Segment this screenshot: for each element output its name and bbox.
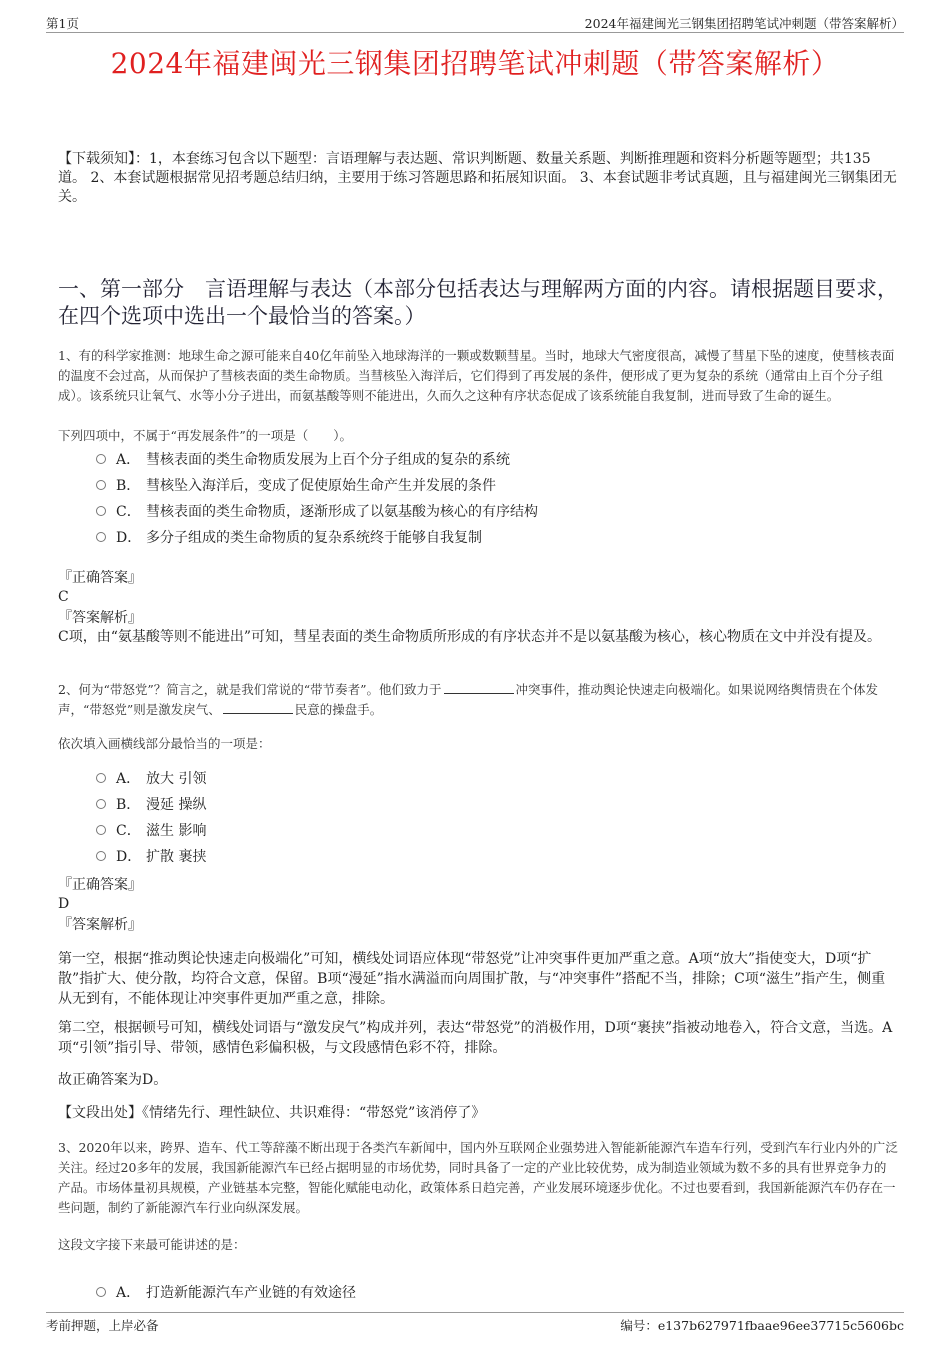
page-header bbox=[46, 14, 904, 33]
q2-option-d[interactable]: D． 扩散 裹挟 bbox=[96, 847, 206, 867]
q2-question: 依次填入画横线部分最恰当的一项是： bbox=[58, 736, 271, 751]
radio-icon[interactable] bbox=[96, 454, 106, 464]
q3-option-a[interactable]: A． 打造新能源汽车产业链的有效途径 bbox=[96, 1283, 356, 1303]
q1-option-b[interactable]: B． 彗核坠入海洋后，变成了促使原始生命产生并发展的条件 bbox=[96, 476, 496, 496]
q1-correct-label: 『正确答案』 bbox=[58, 570, 142, 586]
q2-answer: D bbox=[58, 896, 70, 912]
fill-blank-1 bbox=[444, 681, 514, 694]
q3-text: 3、2020年以来，跨界、造车、代工等辞藻不断出现于各类汽车新闻中，国内外互联网企业强势进入智能新能源汽车造车行列，受到汽车行业内外的广泛关注。经过20多年的发展，我国新能源汽车已经占据明显的市场优势，同时具备了一定的产业比较优势，成为制造业领域为数不多的具有世界竞争力的产品。市场体量初具规模，产业链基本完整，智能化赋能电动化，政策体系日趋完善，产业发展环境逐步优化。不过也要看到，我国新能源汽车仍存在一些问题，制约了新能源汽车行业向纵深发展。 bbox=[58, 1140, 898, 1215]
download-notice: 【下载须知】：1，本套练习包含以下题型：言语理解与表达题、常识判断题、数量关系题、判断推理题和资料分析题等题型；共135道。 2、本套试题根据常见招考题总结归纳，主要用于练习答题思路和拓展知识面。 3、本套试题非考试真题，且与福建闽光三钢集团无关。 bbox=[58, 151, 897, 205]
radio-icon[interactable] bbox=[96, 851, 106, 861]
radio-icon[interactable] bbox=[96, 773, 106, 783]
q1-analysis: C项，由“氨基酸等则不能进出”可知，彗星表面的类生命物质所形成的有序状态并不是以氨基酸为核心，核心物质在文中并没有提及。 bbox=[58, 629, 882, 645]
radio-icon[interactable] bbox=[96, 480, 106, 490]
radio-icon[interactable] bbox=[96, 799, 106, 809]
q2-analysis-3: 故正确答案为D。 bbox=[58, 1072, 168, 1088]
q1-text: 1、有的科学家推测：地球生命之源可能来自40亿年前坠入地球海洋的一颗或数颗彗星。当时，地球大气密度很高，减慢了彗星下坠的速度，使彗核表面的温度不会过高，从而保护了彗核表面的类生命物质。当彗核坠入海洋后，它们得到了再发展的条件，便形成了更为复杂的系统（通常由上百个分子组成）。该系统只让氧气、水等小分子进出，而氨基酸等则不能进出，久而久之这种有序状态促成了该系统能自我复制，进而导致了生命的诞生。 bbox=[58, 348, 895, 403]
q2-analysis-2: 第二空，根据顿号可知，横线处词语与“激发戾气”构成并列，表达“带怒党”的消极作用，D项“裹挟”指被动地卷入，符合文意，当选。A项“引领”指引导、带领，感情色彩偏积极，与文段感情色彩不符，排除。 bbox=[58, 1020, 893, 1056]
q1-option-c[interactable]: C． 彗核表面的类生命物质，逐渐形成了以氨基酸为核心的有序结构 bbox=[96, 502, 538, 522]
header-doc-title: 2024年福建闽光三钢集团招聘笔试冲刺题（带答案解析） bbox=[584, 16, 904, 31]
section-title: 一、第一部分 言语理解与表达（本部分包括表达与理解两方面的内容。请根据题目要求，在四个选项中选出一个最恰当的答案。） bbox=[58, 277, 898, 328]
page-number: 第1页 bbox=[46, 16, 79, 31]
radio-icon[interactable] bbox=[96, 532, 106, 542]
q2-text: 2、何为“带怒党”？简言之，就是我们常说的“带节奏者”。他们致力于 冲突事件，推动舆论快速走向极端化。如果说网络舆情贵在个体发声，“带怒党”则是激发戾气、 民意的操盘手。 bbox=[58, 682, 879, 717]
q2-source: 【文段出处】《情绪先行、理性缺位、共识难得：“带怒党”该消停了》 bbox=[58, 1105, 486, 1121]
q1-option-a[interactable]: A． 彗核表面的类生命物质发展为上百个分子组成的复杂的系统 bbox=[96, 450, 510, 470]
q2-option-c[interactable]: C． 滋生 影响 bbox=[96, 821, 206, 841]
q1-option-d[interactable]: D． 多分子组成的类生命物质的复杂系统终于能够自我复制 bbox=[96, 528, 482, 548]
q2-analysis-label: 『答案解析』 bbox=[58, 917, 142, 933]
footer-doc-id: 编号：e137b627971fbaae96ee37715c5606bc bbox=[620, 1318, 904, 1333]
page-title: 2024年福建闽光三钢集团招聘笔试冲刺题（带答案解析） bbox=[110, 47, 840, 80]
fill-blank-2 bbox=[223, 701, 293, 714]
q2-analysis-1: 第一空，根据“推动舆论快速走向极端化”可知，横线处词语应体现“带怒党”让冲突事件更加严重之意。A项“放大”指使变大，D项“扩散”指扩大、使分散，均符合文意，保留。B项“漫延”指水满溢而向周围扩散，与“冲突事件”搭配不当，排除；C项“滋生”指产生，侧重从无到有，不能体现让冲突事件更加严重之意，排除。 bbox=[58, 951, 886, 1007]
q1-answer: C bbox=[58, 589, 69, 605]
radio-icon[interactable] bbox=[96, 506, 106, 516]
q1-analysis-label: 『答案解析』 bbox=[58, 610, 142, 626]
footer-slogan: 考前押题，上岸必备 bbox=[46, 1318, 159, 1333]
q2-correct-label: 『正确答案』 bbox=[58, 877, 142, 893]
q2-option-a[interactable]: A． 放大 引领 bbox=[96, 769, 206, 789]
radio-icon[interactable] bbox=[96, 1287, 106, 1297]
q3-question: 这段文字接下来最可能讲述的是： bbox=[58, 1237, 246, 1252]
q1-question: 下列四项中，不属于“再发展条件”的一项是（ ）。 bbox=[58, 428, 353, 443]
q2-option-b[interactable]: B． 漫延 操纵 bbox=[96, 795, 206, 815]
radio-icon[interactable] bbox=[96, 825, 106, 835]
page-footer bbox=[46, 1312, 904, 1333]
